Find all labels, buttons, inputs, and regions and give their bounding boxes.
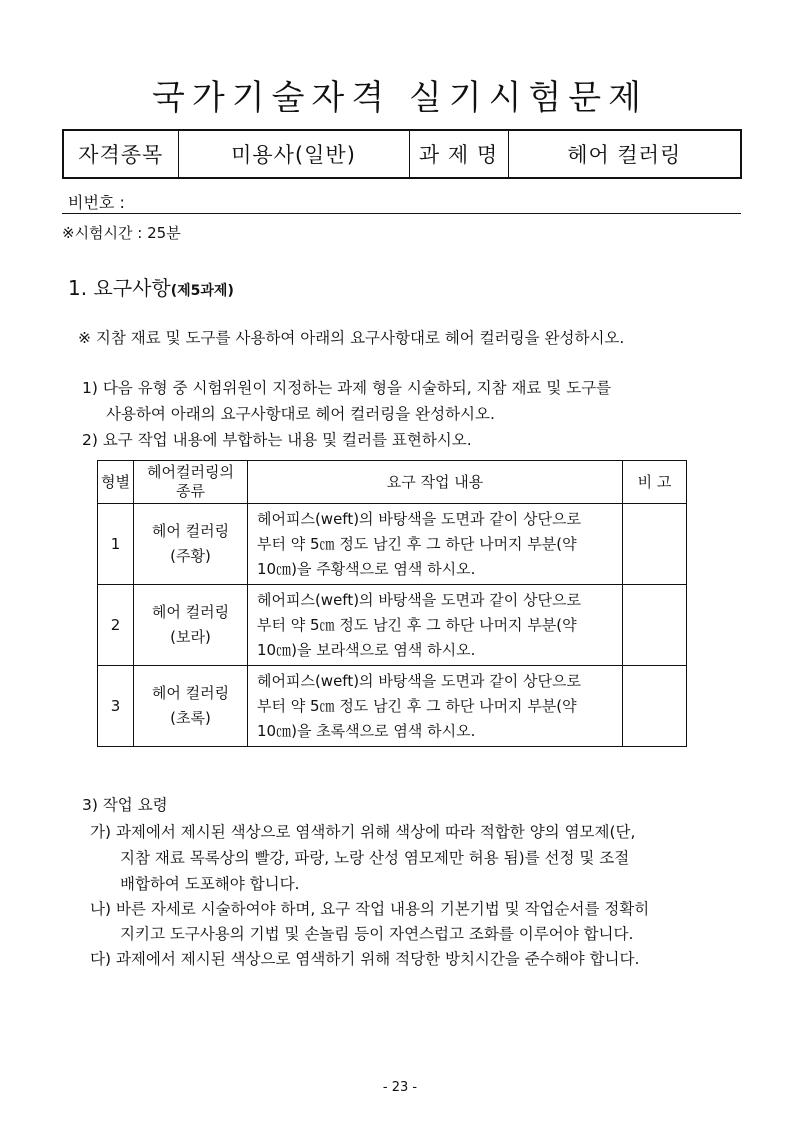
row-kind-line2: (주황) <box>170 547 211 565</box>
item1-line2: 사용하여 아래의 요구사항대로 헤어 컬러링을 완성하시오. <box>106 405 495 423</box>
procedure-b-line1: 나) 바른 자세로 시술하여야 하며, 요구 작업 내용의 기본기법 및 작업순서를 정확히 <box>90 900 650 918</box>
row-number: 2 <box>98 585 134 666</box>
procedure-b-line2: 지키고 도구사용의 기법 및 손놀림 등이 자연스럽고 조화를 이루어야 합니다. <box>120 925 634 943</box>
requirements-table <box>97 460 687 747</box>
exam-info-table <box>62 129 742 179</box>
row-remarks <box>623 666 687 747</box>
row-content <box>248 504 623 585</box>
section-heading <box>68 272 234 301</box>
header-type: 형별 <box>98 461 134 504</box>
task-name-value: 헤어 컬러링 <box>508 130 741 178</box>
procedure-a-line1: 가) 과제에서 제시된 색상으로 염색하기 위해 색상에 따라 적합한 양의 염모제(단, <box>90 823 636 841</box>
header-content: 요구 작업 내용 <box>248 461 623 504</box>
procedure-c-line1: 다) 과제에서 제시된 색상으로 염색하기 위해 적당한 방치시간을 준수해야 합니다. <box>90 950 640 968</box>
qualification-label: 자격종목 <box>63 130 178 178</box>
procedure-a-line3: 배합하여 도포해야 합니다. <box>120 875 300 893</box>
row-content-line1: 헤어피스(weft)의 바탕색을 도면과 같이 상단으로 <box>257 509 581 528</box>
row-remarks <box>623 585 687 666</box>
row-content <box>248 585 623 666</box>
section-subtitle: (제5과제) <box>170 283 234 299</box>
row-content-line3: 10㎝)을 주황색으로 염색 하시오. <box>257 559 476 578</box>
page-number: - 23 - <box>382 1080 418 1095</box>
row-kind-line2: (보라) <box>170 628 211 646</box>
row-content-line1: 헤어피스(weft)의 바탕색을 도면과 같이 상단으로 <box>257 671 581 690</box>
exam-time: ※시험시간 : 25분 <box>62 224 181 242</box>
row-kind <box>134 585 248 666</box>
row-content-line1: 헤어피스(weft)의 바탕색을 도면과 같이 상단으로 <box>257 590 581 609</box>
row-content-line2: 부터 약 5㎝ 정도 남긴 후 그 하단 나머지 부분(약 <box>257 534 577 553</box>
row-number: 3 <box>98 666 134 747</box>
notice-text: ※ 지참 재료 및 도구를 사용하여 아래의 요구사항대로 헤어 컬러링을 완성하시오. <box>78 329 625 347</box>
row-content-line3: 10㎝)을 초록색으로 염색 하시오. <box>257 721 476 740</box>
procedure-heading: 3) 작업 요령 <box>82 796 168 814</box>
row-content-line3: 10㎝)을 보라색으로 염색 하시오. <box>257 640 476 659</box>
row-content <box>248 666 623 747</box>
header-kind-line2: 종류 <box>176 482 205 500</box>
table-header-row <box>98 461 687 504</box>
divider <box>62 213 741 214</box>
table-row <box>98 666 687 747</box>
row-content-line2: 부터 약 5㎝ 정도 남긴 후 그 하단 나머지 부분(약 <box>257 615 577 634</box>
row-kind-line1: 헤어 컬러링 <box>151 684 230 702</box>
section-title: 1. 요구사항 <box>68 276 171 300</box>
item1-line1: 1) 다음 유형 중 시험위원이 지정하는 과제 형을 시술하되, 지참 재료 및 도구를 <box>82 379 612 397</box>
row-content-line2: 부터 약 5㎝ 정도 남긴 후 그 하단 나머지 부분(약 <box>257 696 577 715</box>
page-title: 국가기술자격 실기시험문제 <box>152 78 648 118</box>
row-remarks <box>623 504 687 585</box>
row-number: 1 <box>98 504 134 585</box>
candidate-number-label: 비번호 : <box>68 193 125 212</box>
row-kind-line1: 헤어 컬러링 <box>151 522 230 540</box>
table-row <box>98 585 687 666</box>
row-kind-line2: (초록) <box>170 709 211 727</box>
item2-text: 2) 요구 작업 내용에 부합하는 내용 및 컬러를 표현하시오. <box>82 431 472 449</box>
table-row <box>98 504 687 585</box>
header-kind <box>134 461 248 504</box>
procedure-a-line2: 지참 재료 목록상의 빨강, 파랑, 노랑 산성 염모제만 허용 됨)를 선정 및 조절 <box>120 849 630 867</box>
row-kind-line1: 헤어 컬러링 <box>151 603 230 621</box>
row-kind <box>134 666 248 747</box>
qualification-value: 미용사(일반) <box>178 130 409 178</box>
row-kind <box>134 504 248 585</box>
header-remarks: 비 고 <box>623 461 687 504</box>
task-name-label: 과 제 명 <box>409 130 508 178</box>
header-kind-line1: 헤어컬러링의 <box>147 463 234 481</box>
